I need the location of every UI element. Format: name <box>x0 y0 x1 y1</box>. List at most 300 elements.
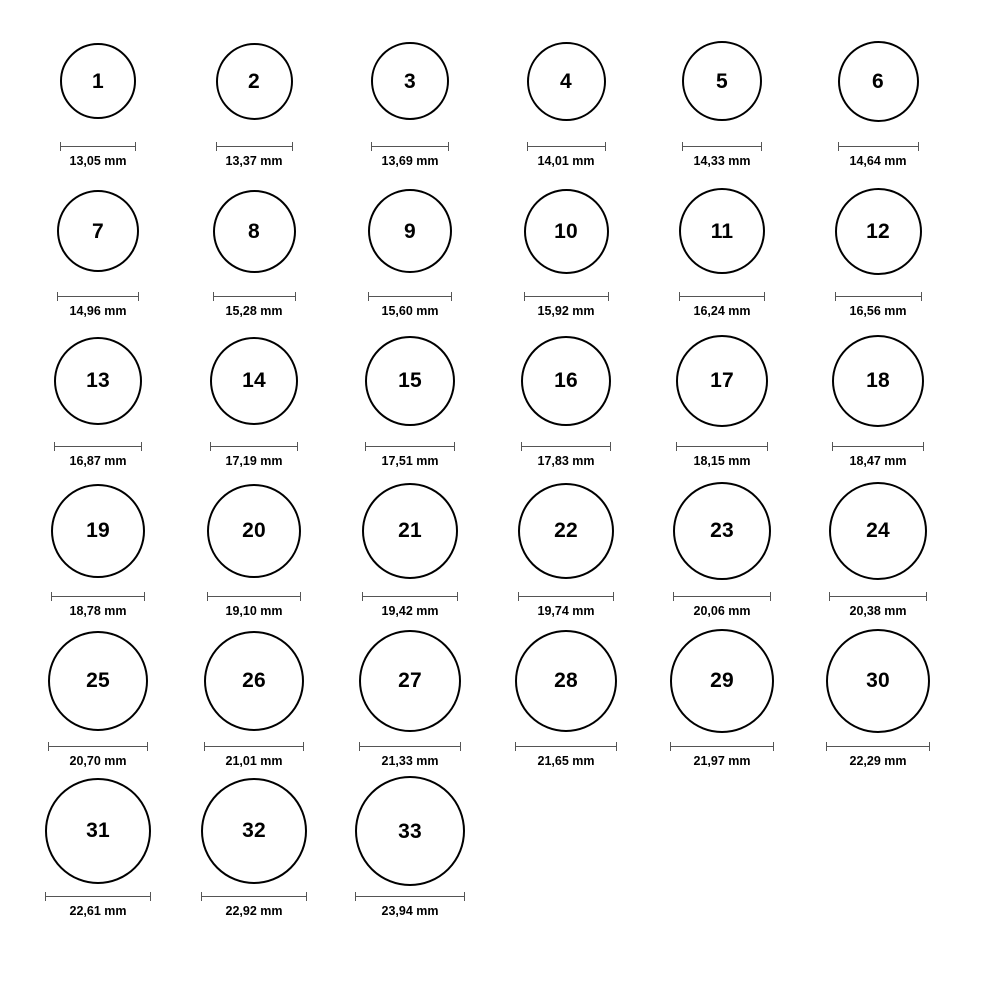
diameter-measure-bar <box>362 592 458 601</box>
ring-size-cell[interactable] <box>176 318 332 468</box>
measure-line <box>524 296 609 297</box>
measure-tick-right <box>610 442 611 451</box>
ring-size-cell[interactable] <box>644 318 800 468</box>
measure-tick-right <box>923 442 924 451</box>
measure-tick-left <box>832 442 833 451</box>
ring-size-cell[interactable] <box>800 168 956 318</box>
measure-line <box>210 446 299 447</box>
diameter-measure-bar <box>45 892 151 901</box>
measure-tick-left <box>207 592 208 601</box>
ring-measure <box>670 742 774 768</box>
ring-measure <box>204 742 305 768</box>
ring-size-label: 14 <box>242 369 266 393</box>
ring-size-cell[interactable] <box>176 18 332 168</box>
ring-circle-wrapper <box>515 625 618 737</box>
ring-circle-wrapper <box>518 475 615 587</box>
ring-measure <box>682 142 762 168</box>
ring-measure <box>521 442 612 468</box>
diameter-measure-bar <box>829 592 928 601</box>
measure-tick-left <box>679 292 680 301</box>
ring-circle[interactable] <box>48 631 148 731</box>
ring-measure <box>51 592 145 618</box>
ring-measure <box>368 292 452 318</box>
diameter-value: 13,69 mm <box>381 154 439 168</box>
diameter-measure-bar <box>679 292 765 301</box>
measure-tick-right <box>457 592 458 601</box>
measure-tick-left <box>355 892 356 901</box>
measure-tick-right <box>770 592 771 601</box>
measure-tick-right <box>144 592 145 601</box>
measure-line <box>682 146 762 147</box>
ring-measure <box>829 592 928 618</box>
ring-circle[interactable] <box>676 335 768 427</box>
ring-size-cell[interactable] <box>20 18 176 168</box>
measure-tick-right <box>306 892 307 901</box>
measure-tick-left <box>213 292 214 301</box>
measure-line <box>527 146 606 147</box>
ring-size-label: 32 <box>242 819 266 843</box>
ring-circle-wrapper <box>359 625 461 737</box>
ring-measure <box>826 742 931 768</box>
ring-size-cell[interactable] <box>20 618 176 768</box>
ring-circle[interactable] <box>368 189 452 273</box>
measure-tick-left <box>48 742 49 751</box>
diameter-value: 20,38 mm <box>849 604 907 618</box>
diameter-measure-bar <box>355 892 465 901</box>
measure-tick-left <box>670 742 671 751</box>
measure-line <box>45 896 151 897</box>
diameter-measure-bar <box>368 292 452 301</box>
diameter-measure-bar <box>216 142 293 151</box>
ring-measure <box>518 592 615 618</box>
diameter-value: 21,01 mm <box>225 754 283 768</box>
diameter-value: 21,33 mm <box>381 754 439 768</box>
ring-circle[interactable] <box>365 336 455 426</box>
ring-size-cell[interactable] <box>20 168 176 318</box>
ring-measure <box>60 142 136 168</box>
diameter-measure-bar <box>521 442 612 451</box>
ring-size-label: 17 <box>710 369 734 393</box>
ring-size-label: 27 <box>398 669 422 693</box>
ring-measure <box>362 592 458 618</box>
ring-size-cell[interactable] <box>488 618 644 768</box>
ring-circle-wrapper <box>365 325 455 437</box>
ring-size-cell[interactable] <box>20 768 176 918</box>
diameter-measure-bar <box>676 442 768 451</box>
ring-size-cell[interactable] <box>488 318 644 468</box>
ring-circle[interactable] <box>673 482 771 580</box>
ring-size-cell[interactable] <box>176 468 332 618</box>
ring-circle-wrapper <box>51 475 145 587</box>
diameter-value: 18,47 mm <box>849 454 907 468</box>
diameter-measure-bar <box>57 292 139 301</box>
ring-measure <box>359 742 461 768</box>
ring-measure <box>676 442 768 468</box>
ring-size-cell[interactable] <box>488 168 644 318</box>
measure-tick-right <box>616 742 617 751</box>
ring-circle-wrapper <box>679 175 765 287</box>
ring-measure <box>365 442 455 468</box>
ring-size-cell[interactable] <box>644 168 800 318</box>
diameter-value: 15,60 mm <box>381 304 439 318</box>
diameter-measure-bar <box>210 442 299 451</box>
measure-tick-left <box>515 742 516 751</box>
measure-tick-left <box>51 592 52 601</box>
diameter-value: 14,01 mm <box>537 154 595 168</box>
ring-size-cell[interactable] <box>644 18 800 168</box>
diameter-measure-bar <box>48 742 148 751</box>
ring-measure <box>207 592 302 618</box>
ring-size-label: 8 <box>248 219 260 243</box>
ring-measure <box>54 442 142 468</box>
ring-size-cell[interactable] <box>20 318 176 468</box>
diameter-value: 22,29 mm <box>849 754 907 768</box>
measure-tick-right <box>297 442 298 451</box>
ring-measure <box>835 292 922 318</box>
diameter-measure-bar <box>201 892 308 901</box>
measure-tick-right <box>150 892 151 901</box>
ring-size-label: 12 <box>866 219 890 243</box>
measure-tick-left <box>676 442 677 451</box>
diameter-value: 19,10 mm <box>225 604 283 618</box>
ring-size-row <box>20 18 980 168</box>
measure-tick-left <box>45 892 46 901</box>
diameter-measure-bar <box>673 592 771 601</box>
measure-tick-left <box>518 592 519 601</box>
ring-circle[interactable] <box>204 631 305 732</box>
ring-circle-wrapper <box>48 625 148 737</box>
ring-circle[interactable] <box>213 190 296 273</box>
ring-size-label: 20 <box>242 519 266 543</box>
ring-measure <box>838 142 919 168</box>
measure-tick-right <box>135 142 136 151</box>
measure-tick-left <box>838 142 839 151</box>
diameter-value: 14,64 mm <box>849 154 907 168</box>
ring-measure <box>201 892 308 918</box>
ring-size-label: 31 <box>86 819 110 843</box>
ring-circle-wrapper <box>207 475 302 587</box>
ring-size-row <box>20 468 980 618</box>
diameter-measure-bar <box>515 742 618 751</box>
ring-measure <box>210 442 299 468</box>
ring-circle-wrapper <box>524 175 609 287</box>
measure-tick-right <box>764 292 765 301</box>
measure-line <box>829 596 928 597</box>
diameter-measure-bar <box>682 142 762 151</box>
ring-circle[interactable] <box>207 484 302 579</box>
measure-line <box>518 596 615 597</box>
ring-size-cell[interactable] <box>800 18 956 168</box>
diameter-value: 18,78 mm <box>69 604 127 618</box>
diameter-value: 16,24 mm <box>693 304 751 318</box>
measure-line <box>832 446 925 447</box>
ring-measure <box>524 292 609 318</box>
measure-tick-left <box>826 742 827 751</box>
measure-tick-left <box>216 142 217 151</box>
ring-circle[interactable] <box>832 335 925 428</box>
ring-size-cell[interactable] <box>488 468 644 618</box>
ring-circle[interactable] <box>835 188 922 275</box>
ring-size-label: 33 <box>398 819 422 843</box>
ring-size-cell[interactable] <box>332 18 488 168</box>
diameter-value: 16,56 mm <box>849 304 907 318</box>
measure-tick-left <box>201 892 202 901</box>
ring-measure <box>213 292 296 318</box>
ring-circle[interactable] <box>51 484 145 578</box>
ring-circle-wrapper <box>210 325 299 437</box>
measure-tick-right <box>773 742 774 751</box>
measure-tick-right <box>918 142 919 151</box>
diameter-measure-bar <box>365 442 455 451</box>
measure-line <box>359 746 461 747</box>
measure-tick-left <box>359 742 360 751</box>
measure-tick-right <box>147 742 148 751</box>
measure-line <box>54 446 142 447</box>
measure-tick-right <box>295 292 296 301</box>
diameter-value: 13,05 mm <box>69 154 127 168</box>
measure-tick-left <box>204 742 205 751</box>
diameter-value: 23,94 mm <box>381 904 439 918</box>
ring-circle[interactable] <box>57 190 139 272</box>
ring-size-label: 9 <box>404 219 416 243</box>
diameter-measure-bar <box>838 142 919 151</box>
diameter-value: 17,19 mm <box>225 454 283 468</box>
ring-size-cell[interactable] <box>176 618 332 768</box>
ring-size-cell[interactable] <box>800 618 956 768</box>
diameter-value: 19,74 mm <box>537 604 595 618</box>
measure-tick-right <box>460 742 461 751</box>
measure-line <box>673 596 771 597</box>
measure-tick-left <box>521 442 522 451</box>
ring-size-cell[interactable] <box>800 318 956 468</box>
diameter-value: 22,92 mm <box>225 904 283 918</box>
diameter-measure-bar <box>54 442 142 451</box>
ring-circle[interactable] <box>829 482 928 581</box>
measure-line <box>201 896 308 897</box>
ring-size-label: 2 <box>248 69 260 93</box>
measure-tick-right <box>608 292 609 301</box>
diameter-value: 15,92 mm <box>537 304 595 318</box>
ring-circle[interactable] <box>679 188 765 274</box>
ring-circle-wrapper <box>826 625 931 737</box>
measure-tick-right <box>292 142 293 151</box>
measure-line <box>835 296 922 297</box>
measure-tick-right <box>138 292 139 301</box>
diameter-measure-bar <box>359 742 461 751</box>
ring-circle[interactable] <box>838 41 919 122</box>
ring-circle[interactable] <box>521 336 612 427</box>
measure-tick-left <box>60 142 61 151</box>
ring-size-label: 22 <box>554 519 578 543</box>
measure-tick-left <box>210 442 211 451</box>
measure-tick-left <box>54 442 55 451</box>
ring-circle-wrapper <box>60 25 136 137</box>
measure-tick-left <box>682 142 683 151</box>
ring-size-label: 3 <box>404 69 416 93</box>
ring-measure <box>216 142 293 168</box>
ring-size-label: 7 <box>92 219 104 243</box>
ring-circle-wrapper <box>835 175 922 287</box>
measure-tick-right <box>448 142 449 151</box>
diameter-value: 20,70 mm <box>69 754 127 768</box>
measure-line <box>521 446 612 447</box>
ring-measure <box>832 442 925 468</box>
measure-tick-left <box>524 292 525 301</box>
diameter-value: 20,06 mm <box>693 604 751 618</box>
ring-circle[interactable] <box>201 778 308 885</box>
ring-circle-wrapper <box>54 325 142 437</box>
ring-size-cell[interactable] <box>644 468 800 618</box>
ring-measure <box>679 292 765 318</box>
measure-line <box>838 146 919 147</box>
diameter-value: 16,87 mm <box>69 454 127 468</box>
ring-size-label: 4 <box>560 69 572 93</box>
ring-circle[interactable] <box>371 42 449 120</box>
ring-size-label: 11 <box>710 219 734 243</box>
measure-line <box>213 296 296 297</box>
measure-tick-left <box>362 592 363 601</box>
diameter-measure-bar <box>204 742 305 751</box>
ring-circle[interactable] <box>54 337 142 425</box>
diameter-value: 18,15 mm <box>693 454 751 468</box>
ring-circle-wrapper <box>670 625 774 737</box>
ring-measure <box>57 292 139 318</box>
ring-circle-wrapper <box>213 175 296 287</box>
ring-circle-wrapper <box>673 475 771 587</box>
ring-circle-wrapper <box>527 25 606 137</box>
ring-size-label: 25 <box>86 669 110 693</box>
diameter-value: 17,83 mm <box>537 454 595 468</box>
measure-line <box>826 746 931 747</box>
ring-circle[interactable] <box>515 630 618 733</box>
ring-size-cell[interactable] <box>176 768 332 918</box>
measure-line <box>216 146 293 147</box>
measure-line <box>679 296 765 297</box>
diameter-measure-bar <box>207 592 302 601</box>
diameter-value: 19,42 mm <box>381 604 439 618</box>
ring-measure <box>527 142 606 168</box>
ring-size-label: 28 <box>554 669 578 693</box>
diameter-value: 14,96 mm <box>69 304 127 318</box>
ring-size-row <box>20 618 980 768</box>
ring-circle[interactable] <box>359 630 461 732</box>
ring-circle[interactable] <box>670 629 774 733</box>
measure-line <box>355 896 465 897</box>
ring-circle[interactable] <box>682 41 762 121</box>
ring-circle-wrapper <box>201 775 308 887</box>
ring-size-cell[interactable] <box>332 768 488 918</box>
ring-size-label: 18 <box>866 369 890 393</box>
ring-size-label: 29 <box>710 669 734 693</box>
diameter-measure-bar <box>826 742 931 751</box>
ring-measure <box>673 592 771 618</box>
measure-tick-right <box>761 142 762 151</box>
measure-line <box>371 146 449 147</box>
ring-measure <box>515 742 618 768</box>
ring-circle[interactable] <box>524 189 609 274</box>
measure-tick-left <box>365 442 366 451</box>
measure-tick-right <box>303 742 304 751</box>
diameter-value: 21,65 mm <box>537 754 595 768</box>
measure-tick-left <box>371 142 372 151</box>
measure-line <box>515 746 618 747</box>
ring-size-label: 13 <box>86 369 110 393</box>
ring-circle[interactable] <box>362 483 458 579</box>
ring-size-cell[interactable] <box>176 168 332 318</box>
ring-size-cell[interactable] <box>332 318 488 468</box>
ring-size-cell[interactable] <box>332 168 488 318</box>
ring-size-label: 30 <box>866 669 890 693</box>
measure-tick-right <box>926 592 927 601</box>
ring-size-row <box>20 318 980 468</box>
ring-size-label: 1 <box>92 69 104 93</box>
ring-circle-wrapper <box>355 775 465 887</box>
ring-circle[interactable] <box>527 42 606 121</box>
measure-tick-left <box>835 292 836 301</box>
measure-tick-right <box>767 442 768 451</box>
measure-tick-right <box>921 292 922 301</box>
measure-tick-right <box>613 592 614 601</box>
ring-circle[interactable] <box>518 483 615 580</box>
ring-circle[interactable] <box>355 776 465 886</box>
measure-tick-right <box>451 292 452 301</box>
diameter-measure-bar <box>527 142 606 151</box>
diameter-measure-bar <box>524 292 609 301</box>
ring-size-label: 5 <box>716 69 728 93</box>
diameter-value: 13,37 mm <box>225 154 283 168</box>
ring-circle[interactable] <box>45 778 151 884</box>
diameter-measure-bar <box>670 742 774 751</box>
measure-tick-left <box>57 292 58 301</box>
ring-circle-wrapper <box>216 25 293 137</box>
diameter-measure-bar <box>60 142 136 151</box>
ring-size-cell[interactable] <box>332 468 488 618</box>
ring-circle[interactable] <box>216 43 293 120</box>
ring-measure <box>45 892 151 918</box>
ring-size-cell[interactable] <box>800 468 956 618</box>
ring-size-cell[interactable] <box>488 18 644 168</box>
ring-circle-wrapper <box>676 325 768 437</box>
measure-line <box>48 746 148 747</box>
ring-circle-wrapper <box>838 25 919 137</box>
ring-circle[interactable] <box>60 43 136 119</box>
measure-line <box>365 446 455 447</box>
measure-tick-right <box>929 742 930 751</box>
ring-size-label: 23 <box>710 519 734 543</box>
ring-measure <box>48 742 148 768</box>
ring-circle[interactable] <box>210 337 299 426</box>
diameter-measure-bar <box>835 292 922 301</box>
ring-size-label: 24 <box>866 519 890 543</box>
ring-circle[interactable] <box>826 629 931 734</box>
ring-circle-wrapper <box>57 175 139 287</box>
ring-size-cell[interactable] <box>332 618 488 768</box>
diameter-measure-bar <box>51 592 145 601</box>
ring-size-cell[interactable] <box>20 468 176 618</box>
ring-size-row <box>20 768 980 918</box>
measure-tick-right <box>454 442 455 451</box>
measure-line <box>57 296 139 297</box>
measure-line <box>51 596 145 597</box>
measure-tick-left <box>527 142 528 151</box>
ring-size-label: 21 <box>398 519 422 543</box>
diameter-value: 14,33 mm <box>693 154 751 168</box>
ring-measure <box>355 892 465 918</box>
measure-tick-left <box>368 292 369 301</box>
ring-size-cell[interactable] <box>644 618 800 768</box>
ring-circle-wrapper <box>371 25 449 137</box>
measure-tick-right <box>605 142 606 151</box>
